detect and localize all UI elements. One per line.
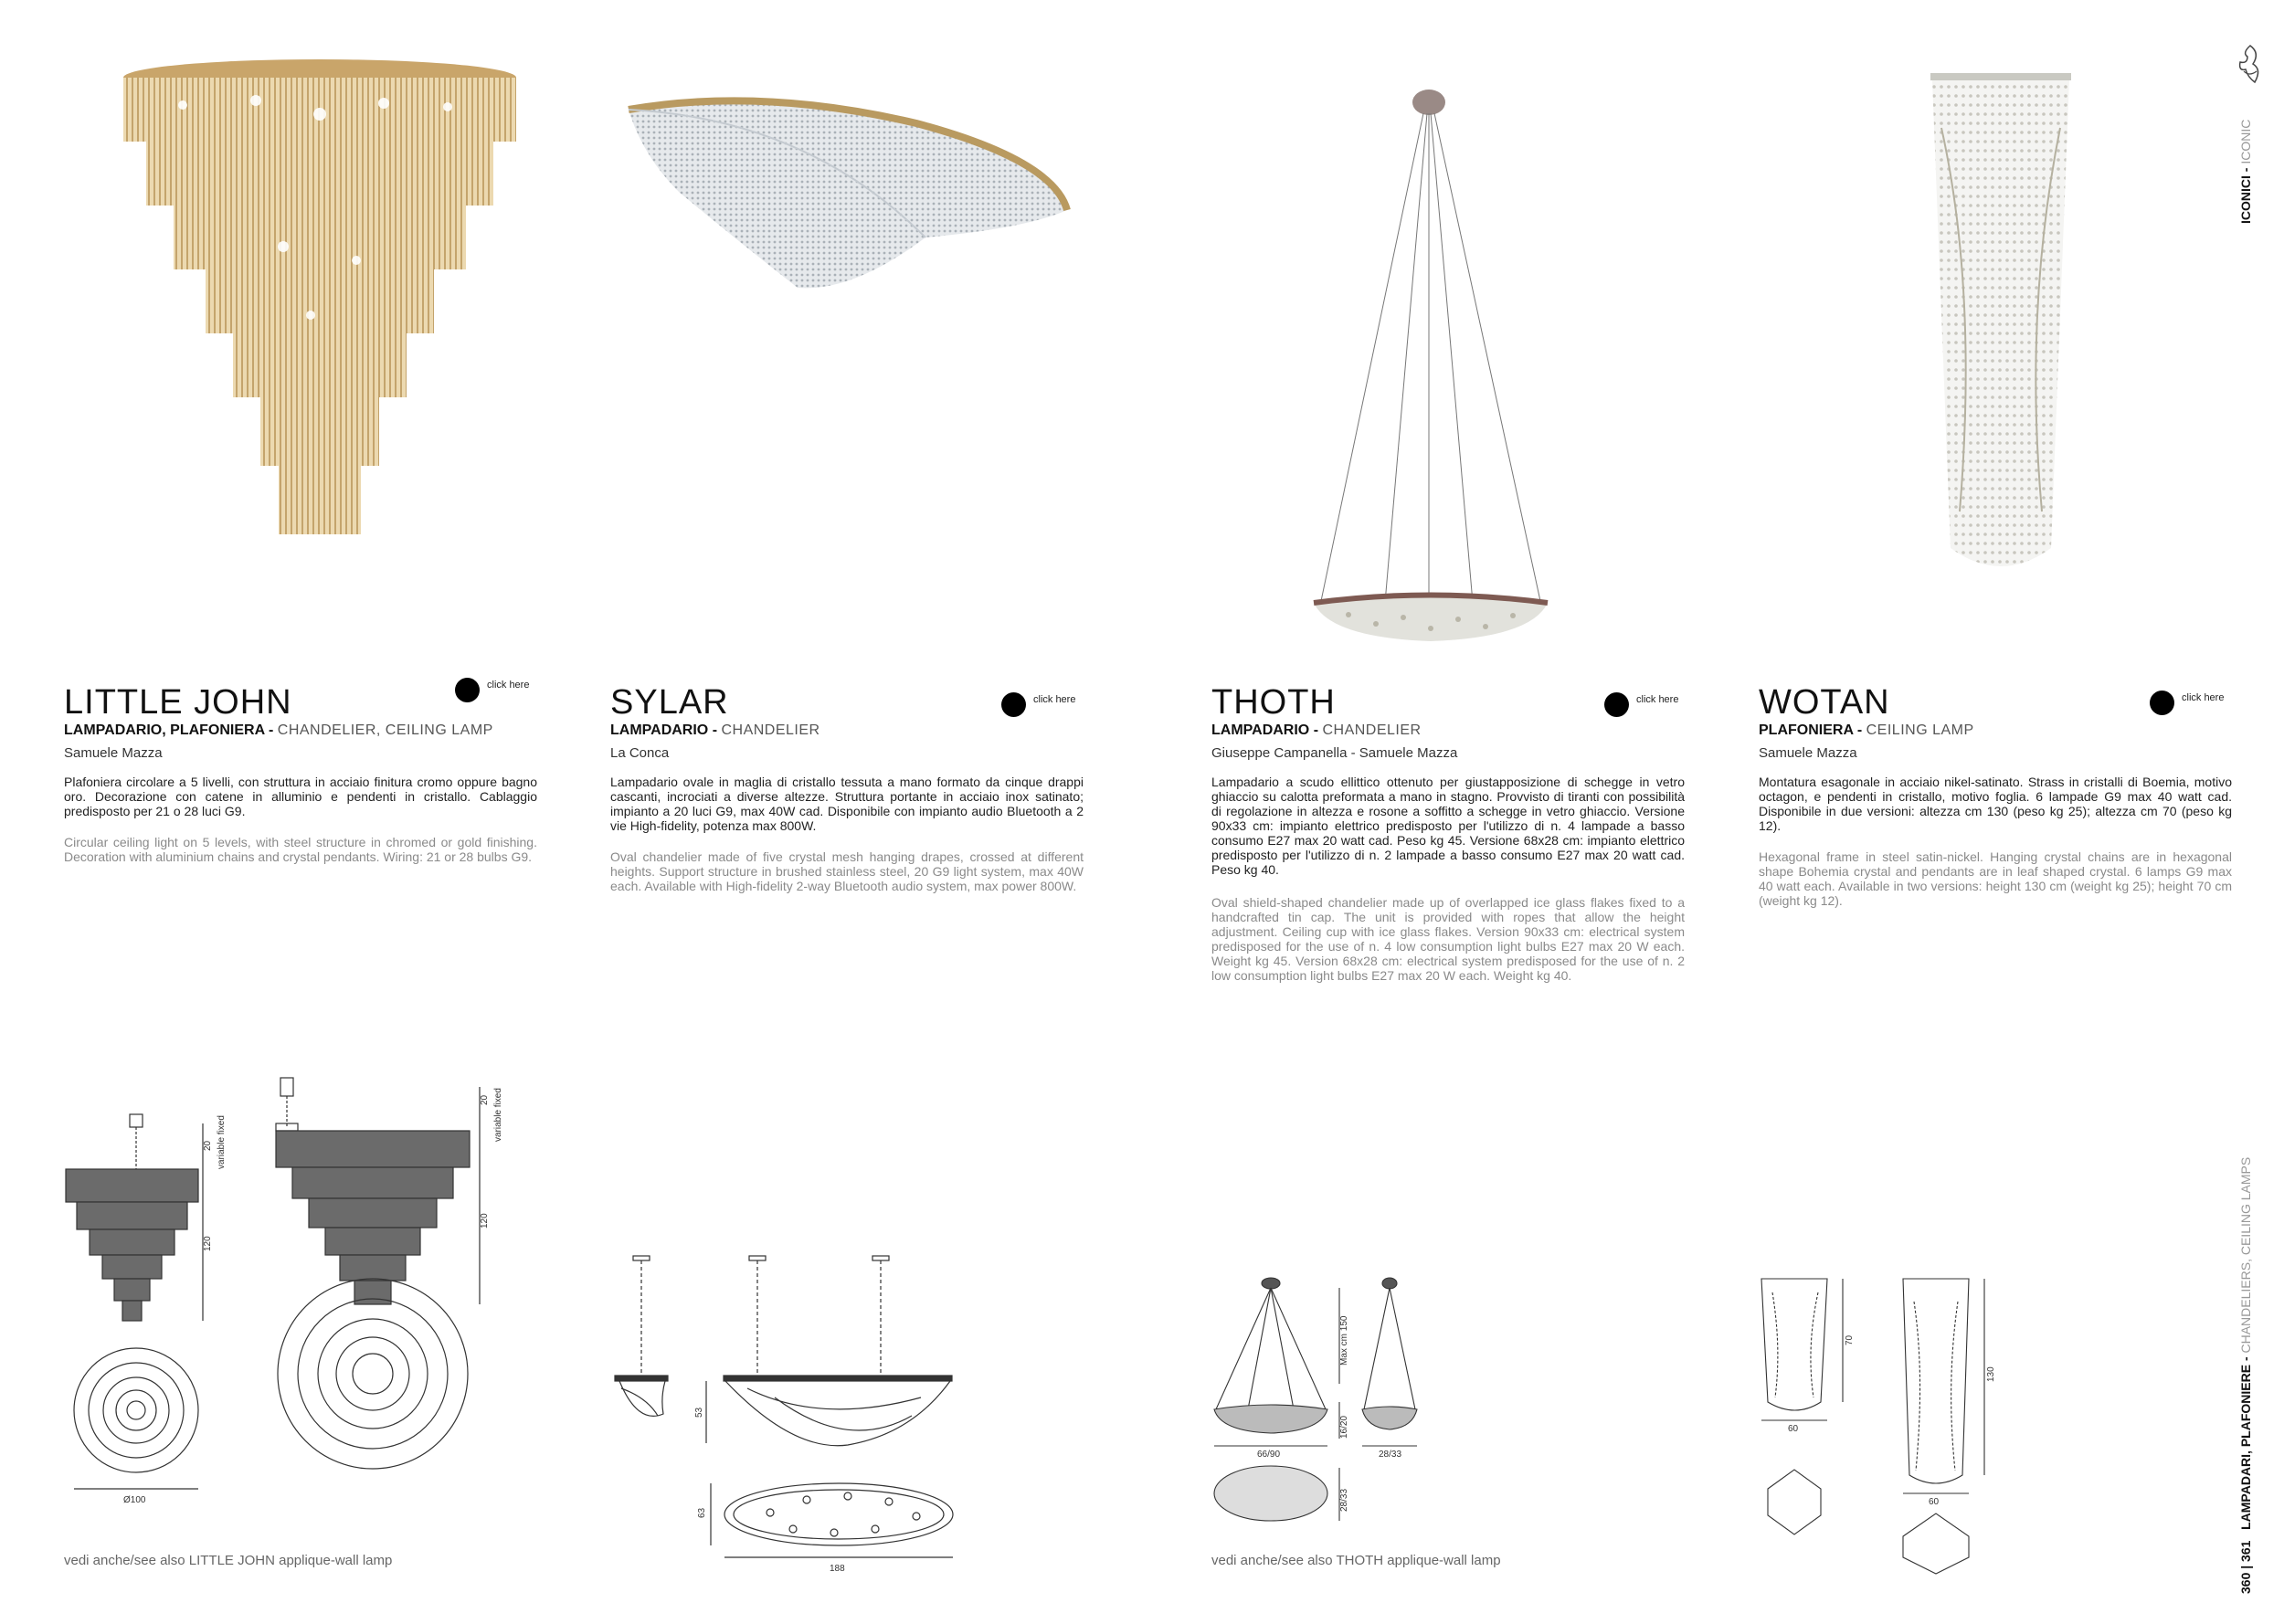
description-italian: Montatura esagonale in acciaio nikel-satinato. Strass in cristalli di Boemia, motivo octagon, e pendenti in cristallo, motivo foglia. 6 lampade G9 max 40 watt cad. Disponibile in due versioni: altezza cm 130 (peso kg 25); altezza cm 70 (peso kg 12). [1759, 775, 2232, 833]
right-sidebar [2211, 0, 2284, 1624]
product-designer: Giuseppe Campanella - Samuele Mazza [1211, 745, 1458, 761]
page-numbers: 360 | 361 [2238, 1540, 2253, 1594]
dim-label: 66/90 [1257, 1450, 1281, 1460]
product-title: WOTAN [1759, 683, 1890, 722]
little-john-photo [119, 50, 521, 548]
product-title: LITTLE JOHN [64, 683, 292, 722]
brand-logo-icon [2235, 44, 2266, 90]
section-label-bottom: 360 | 361 LAMPADARI, PLAFONIERE - CHANDELIERS, CEILING LAMPS [2238, 1156, 2253, 1594]
product-category: PLAFONIERA - CEILING LAMP [1759, 722, 1974, 738]
click-here-button[interactable]: click here [455, 678, 529, 702]
dim-label: 120 [480, 1213, 490, 1229]
description-italian: Plafoniera circolare a 5 livelli, con struttura in acciaio finitura cromo oppure bagno oro. Decorazione con catene in alluminio e pendenti in cristallo. Cablaggio predisposto per 21 o 28 luci G9. [64, 775, 537, 818]
sylar-photo [624, 91, 1072, 315]
bullet-icon [2150, 691, 2174, 715]
dim-label: 28/33 [1379, 1450, 1402, 1460]
product-sylar [610, 0, 1085, 1624]
product-title: THOTH [1211, 683, 1336, 722]
description-english: Hexagonal frame in steel satin-nickel. Hanging crystal chains are in hexagonal shape Bohemia crystal and pendants are in leaf shaped crystal. 6 lamps G9 max 40 watt each. Available in two versions: height 130 cm (weight kg 25); height 70 cm (weight kg 12). [1759, 849, 2232, 908]
product-wotan [1759, 0, 2234, 1624]
thoth-technical-drawing [1211, 1274, 1431, 1539]
bullet-icon [1001, 692, 1026, 717]
dim-label: 60 [1788, 1424, 1799, 1434]
thoth-photo [1312, 90, 1549, 651]
product-designer: Samuele Mazza [64, 745, 163, 761]
see-also-text: vedi anche/see also LITTLE JOHN applique-wall lamp [64, 1553, 393, 1568]
product-thoth [1211, 0, 1687, 1624]
bullet-icon [455, 678, 480, 702]
dim-label: 60 [1929, 1497, 1940, 1507]
description-english: Oval chandelier made of five crystal mesh hanging drapes, crossed at different heights. Support structure in brushed stainless steel, 20 G9 light system, max 40W each. Available with High-fidelity 2-way Bluetooth audio system, max power 800W. [610, 849, 1084, 893]
product-title: SYLAR [610, 683, 729, 722]
sylar-technical-drawing [610, 1251, 957, 1571]
description-english: Oval shield-shaped chandelier made up of overlapped ice glass flakes fixed to a handcrafted tin cap. The unit is provided with ropes that allow the height adjustment. Ceiling cup with ice glass flakes. Version 90x33 cm: electrical system predisposed for the use of n. 4 low consumption light bulbs E27 max 20 W each. Weight kg 45. Version 68x28 cm: electrical system predisposed for the use of n. 2 low consumption light bulbs E27 max 20 W each. Weight kg 40. [1211, 895, 1685, 983]
dim-label: 28/33 [1339, 1488, 1349, 1512]
click-here-button[interactable]: click here [1604, 692, 1678, 717]
description-english: Circular ceiling light on 5 levels, with steel structure in chromed or gold finishing. Decoration with aluminium chains and crystal pendants. Wiring: 21 or 28 bulbs G9. [64, 835, 537, 864]
product-designer: La Conca [610, 745, 670, 761]
dim-label: Max cm 150 [1339, 1315, 1349, 1366]
dim-label: variable fixed [217, 1115, 227, 1169]
dim-label: 16/20 [1339, 1415, 1349, 1439]
dim-label: 188 [830, 1564, 845, 1571]
dim-label: Ø100 [123, 1495, 146, 1505]
product-little-john [64, 0, 539, 1624]
description-italian: Lampadario ovale in maglia di cristallo tessuta a mano formato da cinque drappi cascanti, incrociati a diverse altezze. Struttura portante in acciaio inox satinato; impianto a 20 luci G9, max 40W cad. Disponibile con impianto audio Bluetooth a 2 vie High-fidelity, potenza max 800W. [610, 775, 1084, 833]
dim-label: 70 [1845, 1334, 1855, 1345]
dim-label: 20 [203, 1140, 213, 1151]
bullet-icon [1604, 692, 1629, 717]
wotan-technical-drawing [1759, 1274, 1996, 1576]
description-italian: Lampadario a scudo ellittico ottenuto per giustapposizione di schegge in vetro ghiaccio su calotta preformata a mano in stagno. Provvisto di tiranti con possibilità di regolazione in altezza e rosone a soffitto a schegge in vetro ghiaccio. Versione 90x33 cm: impianto elettrico predisposto per l'utilizzo di n. 4 lampade a basso consumo E27 max 20 watt cad. Peso kg 45. Versione 68x28 cm: impianto elettrico predisposto per l'utilizzo di n. 2 lampade a basso consumo E27 max 20 watt cad. Peso kg 40. [1211, 775, 1685, 877]
dim-label: 63 [697, 1507, 707, 1518]
dim-label: 120 [203, 1236, 213, 1251]
product-category: LAMPADARIO - CHANDELIER [610, 722, 820, 738]
product-designer: Samuele Mazza [1759, 745, 1857, 761]
product-category: LAMPADARIO - CHANDELIER [1211, 722, 1422, 738]
see-also-text: vedi anche/see also THOTH applique-wall lamp [1211, 1553, 1501, 1568]
dim-label: 53 [694, 1407, 704, 1418]
dim-label: 130 [1986, 1366, 1996, 1382]
product-category: LAMPADARIO, PLAFONIERA - CHANDELIER, CEILING LAMP [64, 722, 493, 738]
click-here-button[interactable]: click here [1001, 692, 1075, 717]
wotan-photo [1923, 73, 2078, 589]
little-john-technical-drawing [64, 1069, 539, 1507]
dim-label: 20 [480, 1094, 490, 1105]
dim-label: variable fixed [493, 1088, 503, 1142]
click-here-button[interactable]: click here [2150, 691, 2224, 715]
section-label-top: ICONICI - ICONIC [2238, 119, 2253, 224]
